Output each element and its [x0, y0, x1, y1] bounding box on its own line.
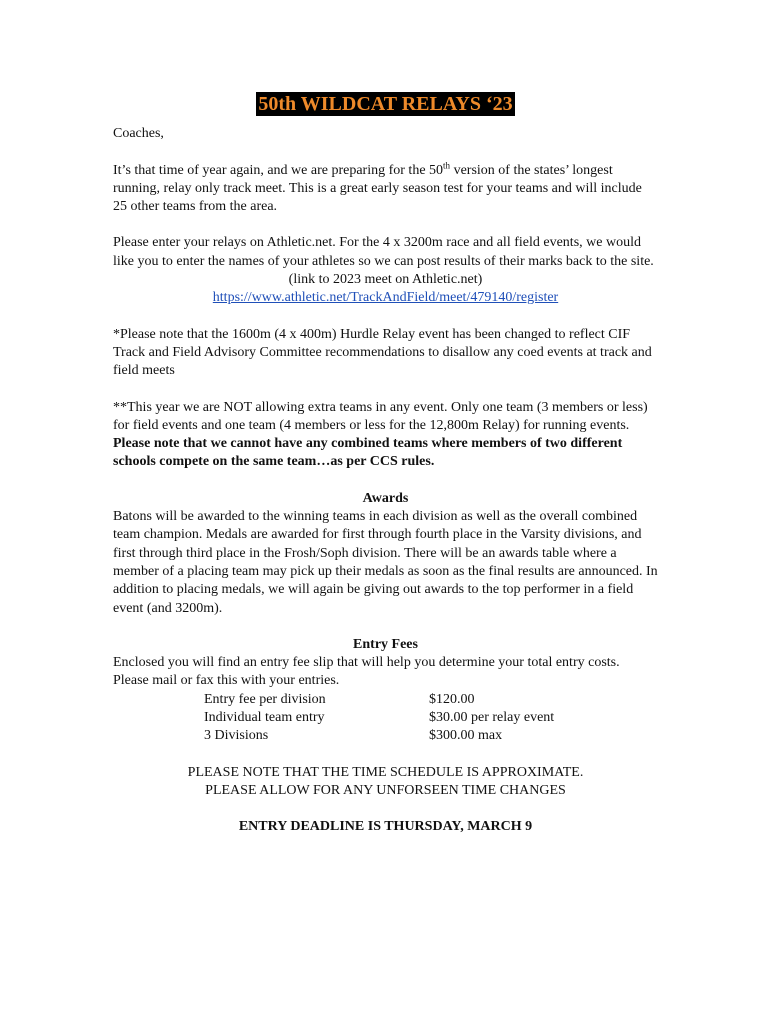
intro-text-end: version of the states’ longest running, relay only track meet. This is a great early season test for your teams and will include 25 other teams from the area. [113, 162, 642, 215]
fee-label: Entry fee per division [204, 691, 326, 707]
athletic-net-link[interactable]: https://www.athletic.net/TrackAndField/meet/479140/register [212, 290, 559, 306]
awards-heading: Awards [362, 490, 409, 506]
fee-row [204, 709, 658, 727]
title-block [113, 92, 658, 116]
fee-value: $120.00 [429, 691, 475, 707]
salutation: Coaches, [113, 126, 164, 142]
page-title: 50th WILDCAT RELAYS ‘23 [258, 93, 513, 115]
letter-body [113, 92, 658, 837]
schedule-note-2: PLEASE ALLOW FOR ANY UNFORSEEN TIME CHANGES [205, 782, 566, 798]
fee-row [204, 727, 658, 745]
teams-note-bold: Please note that we cannot have any combined teams where members of two different schools compete on the same team…as per CCS rules. [113, 436, 623, 470]
teams-note-text: **This year we are NOT allowing extra teams in any event. Only one team (3 members or less) for field events and one team (4 members or less for the 12,800m Relay) for running events. [113, 399, 648, 433]
fee-row [204, 691, 658, 709]
fee-label: 3 Divisions [204, 728, 269, 744]
awards-text: Batons will be awarded to the winning teams in each division as well as the overall combined team champion. Medals are awarded for first through fourth place in the Varsity divisions, and first through third place in the Frosh/Soph division. There will be an awards table where a member of a placing team may pick up their medals as soon as the final results are announced. In addition to placing medals, we will again be giving out awards to the top performer in a field event (and 3200m). [113, 509, 658, 616]
intro-superscript: th [443, 159, 451, 170]
intro-paragraph [113, 159, 658, 217]
link-caption: (link to 2023 meet on Athletic.net) [288, 272, 483, 288]
fee-table [204, 691, 658, 746]
hurdle-note: *Please note that the 1600m (4 x 400m) Hurdle Relay event has been changed to reflect CIF Track and Field Advisory Committee recommendations to disallow any coed events at track and field meets [113, 326, 652, 379]
entry-fees-text: Enclosed you will find an entry fee slip that will help you determine your total entry costs. Please mail or fax this with your entries. [113, 655, 620, 689]
fee-value: $30.00 per relay event [429, 710, 555, 726]
entry-instructions: Please enter your relays on Athletic.net. For the 4 x 3200m race and all field events, we would like you to enter the names of your athletes so we can post results of their marks back to the site. [113, 235, 654, 269]
teams-note [113, 399, 658, 472]
fee-label: Individual team entry [204, 710, 325, 726]
fee-value: $300.00 max [429, 728, 503, 744]
entry-deadline: ENTRY DEADLINE IS THURSDAY, MARCH 9 [238, 819, 533, 835]
entry-fees-heading: Entry Fees [353, 636, 418, 652]
intro-text-start: It’s that time of year again, and we are preparing for the 50 [113, 162, 444, 178]
schedule-note-1: PLEASE NOTE THAT THE TIME SCHEDULE IS APPROXIMATE. [187, 764, 584, 780]
link-line [113, 289, 658, 307]
